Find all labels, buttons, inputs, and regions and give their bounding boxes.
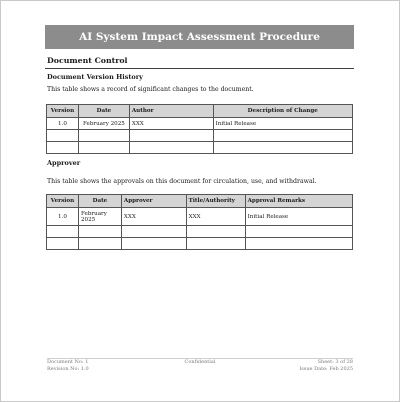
- table-row: [47, 118, 353, 130]
- table-cell: [186, 226, 245, 238]
- version-history-description: This table shows a record of significant changes to the document.: [47, 86, 254, 93]
- table-cell: [213, 142, 352, 154]
- footer-revision-number: Revision No: 1.0: [47, 366, 89, 372]
- table-cell: Initial Release: [213, 118, 352, 130]
- table-cell: [121, 238, 186, 250]
- column-header: Version: [47, 105, 79, 118]
- table-cell: [245, 226, 352, 238]
- table-cell: XXX: [129, 118, 213, 130]
- column-header: Approver: [121, 195, 186, 208]
- table-cell: 1.0: [47, 118, 79, 130]
- approver-table: [46, 194, 353, 250]
- column-header: Author: [129, 105, 213, 118]
- table-cell: Initial Release: [245, 208, 352, 226]
- table-cell: [47, 130, 79, 142]
- footer-document-number: Document No: 1: [47, 359, 89, 365]
- column-header: Approval Remarks: [245, 195, 352, 208]
- table-cell: [78, 130, 129, 142]
- table-cell: [47, 226, 79, 238]
- column-header: Title/Authority: [186, 195, 245, 208]
- table-cell: [78, 238, 121, 250]
- table-cell: [78, 226, 121, 238]
- version-history-table: [46, 104, 353, 154]
- section-title: Document Control: [47, 56, 128, 65]
- table-cell: [186, 238, 245, 250]
- table-row: [47, 238, 353, 250]
- footer-classification: Confidential: [184, 359, 216, 365]
- table-cell: [129, 130, 213, 142]
- table-cell: February 2025: [78, 208, 121, 226]
- table-row: [47, 142, 353, 154]
- document-title-banner: AI System Impact Assessment Procedure: [45, 25, 354, 49]
- table-cell: [245, 238, 352, 250]
- table-header-row: [47, 195, 353, 208]
- table-cell: [78, 142, 129, 154]
- page-footer: [47, 358, 353, 373]
- section-divider: [45, 68, 354, 69]
- table-cell: XXX: [186, 208, 245, 226]
- column-header: Version: [47, 195, 79, 208]
- table-header-row: [47, 105, 353, 118]
- table-cell: [213, 130, 352, 142]
- column-header: Description of Change: [213, 105, 352, 118]
- table-cell: [129, 142, 213, 154]
- column-header: Date: [78, 105, 129, 118]
- approver-heading: Approver: [47, 159, 81, 167]
- approver-description: This table shows the approvals on this document for circulation, use, and withdrawal.: [47, 178, 317, 185]
- footer-sheet-number: Sheet: 3 of 28: [317, 359, 353, 365]
- table-cell: February 2025: [78, 118, 129, 130]
- table-row: [47, 130, 353, 142]
- table-cell: [47, 142, 79, 154]
- table-row: [47, 208, 353, 226]
- table-cell: [47, 238, 79, 250]
- table-cell: XXX: [121, 208, 186, 226]
- footer-spacer: [150, 366, 251, 373]
- table-cell: 1.0: [47, 208, 79, 226]
- table-cell: [121, 226, 186, 238]
- column-header: Date: [78, 195, 121, 208]
- footer-issue-date: Issue Date: Feb 2025: [299, 366, 353, 372]
- version-history-heading: Document Version History: [47, 73, 143, 81]
- table-row: [47, 226, 353, 238]
